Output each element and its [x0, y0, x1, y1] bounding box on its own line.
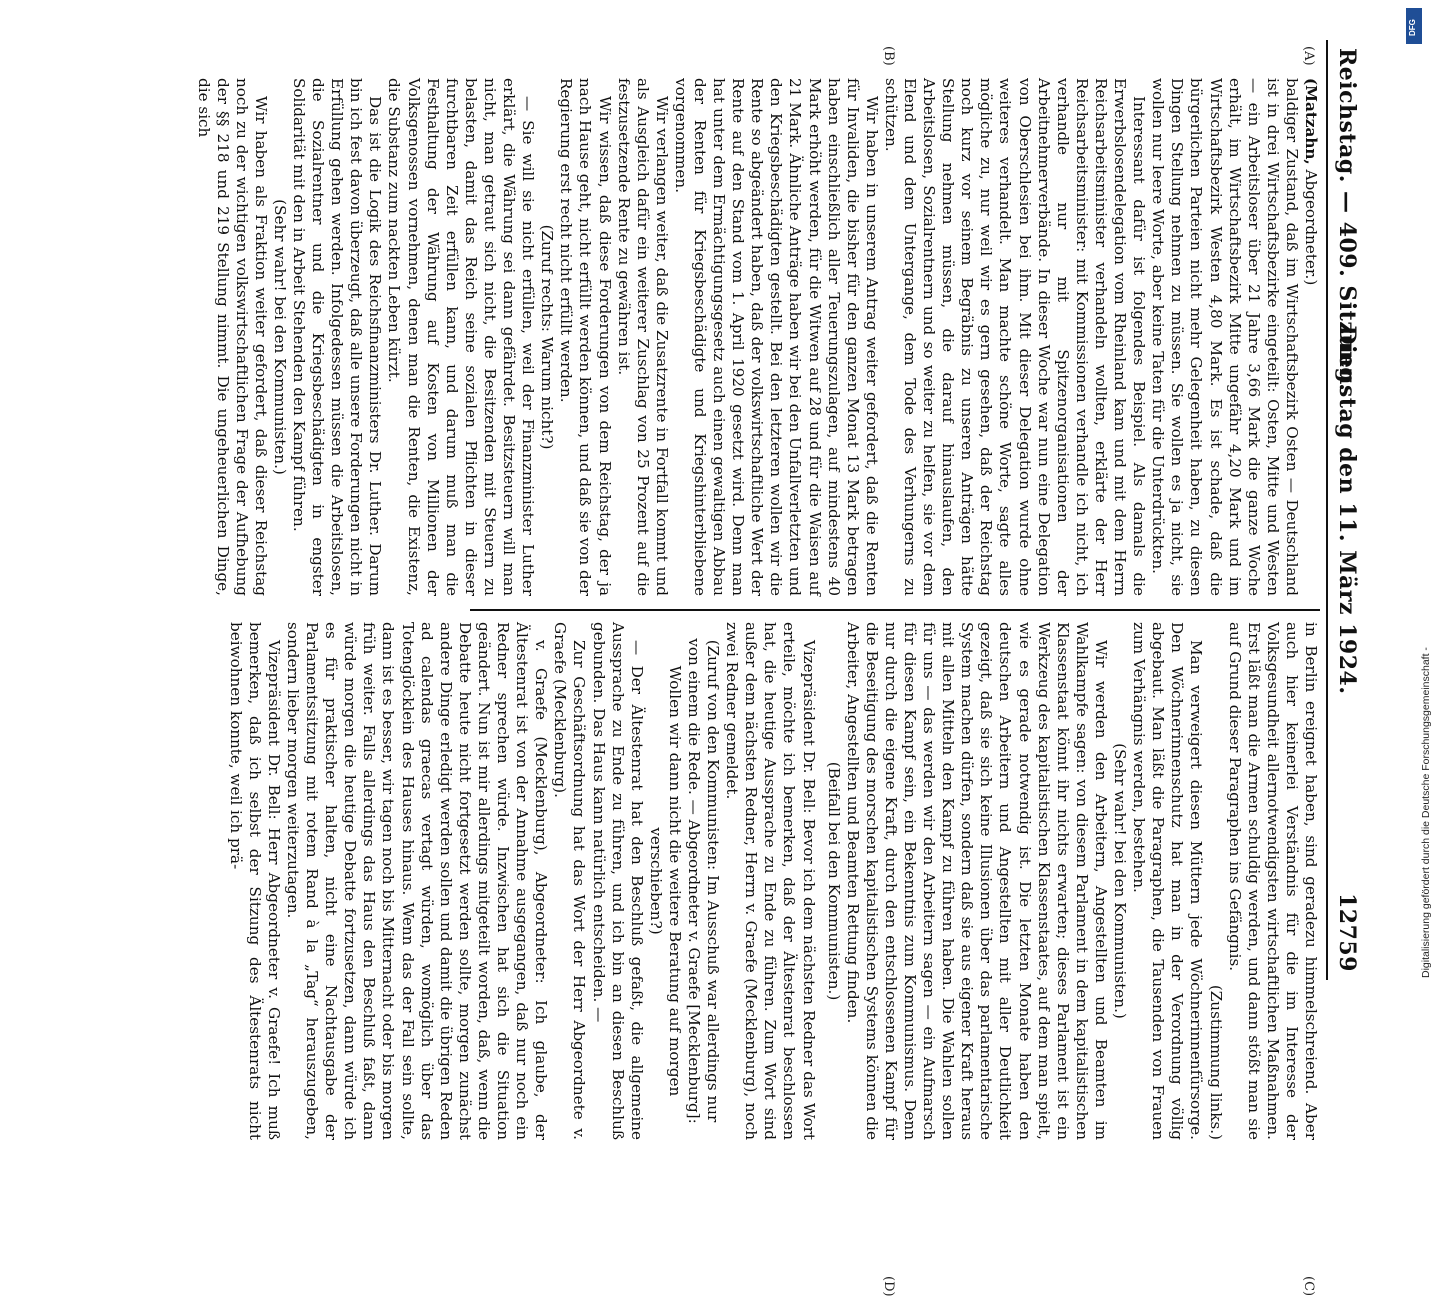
credit-text: Digitalisierung gefördert durch die Deutsche Forschungsgemeinschaft -: [1420, 647, 1432, 978]
interjection: (Beifall bei den Kommunisten.): [824, 761, 843, 1001]
paragraph: Wir haben in unserem Antrag weiter gefordert, daß die Renten für Invaliden, die bisher für den ganzen Monat 13 Mark betragen haben einschließlich aller Teuerungszulagen, auf mindestens 40 Mark erhöht werden, für die Witwen auf 28 und für die Waisen auf 21 Mark. Ähnliche Anträge haben wir bei den Unfallverletzten und den Kriegsbeschädigten gestellt. Bei den letzteren wollen wir die Rente so abgeändert haben, daß der volkswirtschaftliche Wert der Rente auf den Stand vom 1. April 1920 gesetzt wird. Denn man hat unter dem Ermächtigungsgesetz auch einen gewaltigen Abbau der Renten für Kriegsbeschädigte und Kriegshinterbliebene vorgenommen.: [671, 78, 881, 596]
paragraph: Zur Geschäftsordnung hat das Wort der Herr Abgeordnete v. Graefe (Mecklenburg).: [551, 622, 589, 1140]
digitization-credit: [1400, 8, 1432, 992]
speaker-name: (Matzahn,: [1302, 78, 1320, 165]
header-rule: [1326, 40, 1328, 980]
rotated-scan-page: [96, 40, 1366, 1297]
margin-letter-c: (C): [1301, 1276, 1316, 1297]
dfg-logo-text: DFG: [1408, 19, 1417, 36]
margin-letter-d: (D): [881, 1276, 896, 1297]
speaker-continuation-head: [1301, 78, 1320, 596]
section-gap: [818, 622, 824, 1140]
paragraph: Wir werden den Arbeitern, Angestellten und Beamten im Wahlkampfe sagen: von diesem Parlament in dem kapitalistischen Klassenstaat könnt ihr nichts erwarten; dieses Parlament ist ein Werkzeug des kapitalistischen Klassenstaates, auf dem man spielt, wie es gerade notwendig ist. Die letzten Monate haben den deutschen Arbeitern und Angestellten mit aller Deutlichkeit gezeigt, daß sie sich keine Illusionen über das parlamentarische System machen dürfen, sondern daß sie aus eigener Kraft heraus mit allen Mitteln den Kampf zu führen haben. Die Wahlen sollen für uns — das werden wir den Arbeitern sagen — ein Aufmarsch für diesen Kampf sein, ein Bekenntnis zum Kommunismus. Denn nur durch die eigene Kraft, durch den entschlossenen Kampf für die Beseitigung des morschen kapitalistischen Systems können die Arbeiter, Angestellten und Beamten Rettung finden.: [843, 622, 1110, 1140]
header-session: Reichstag. — 409. Sitzung.: [1334, 48, 1360, 392]
interjection: (Zustimmung links.): [1206, 984, 1225, 1140]
paragraph: Man verweigert diesen Müttern jede Wöchnerinnenfürsorge. Den Wöchnerinnenschutz hat man in der Verordnung völlig abgebaut. Man läßt die Paragraphen, die Tausenden von Frauen zum Verhängnis werden, bestehen.: [1130, 622, 1206, 1140]
running-head: [1332, 48, 1362, 972]
paragraph: Vizepräsident Dr. Bell: Herr Abgeordneter v. Graefe! Ich muß bemerken, daß ich selbst der Sitzung des Ältestenrats nicht beiwohnen konnte, weil ich prä-: [226, 622, 283, 1140]
paragraph: Wir wissen, daß diese Forderungen von dem Reichstag, der ja nach Hause geht, nicht erfüllt werden können, und daß sie von der Regierung erst recht nicht erfüllt werden.: [557, 78, 614, 596]
paragraph: v. Graefe (Mecklenburg), Abgeordneter: Ich glaube, der Ältestenrat ist von der Annahme ausgegangen, daß nur noch ein Redner sprechen würde. Inzwischen hat sich die Situation geändert. Nun ist mir allerdings mitgeteilt worden, daß, wenn die Debatte heute nicht fortgesetzt werden sollte, morgen zunächst andere Dinge erledigt werden sollen und damit die übrigen Reden ad calendas graecas vertagt würden, womöglich über das Totenglöcklein des Hauses hinaus. Wenn das der Fall sein sollte, dann ist es besser, wir tagen noch bis Mitternacht oder bis morgen früh weiter. Falls allerdings das Haus den Beschluß faßt, dann würde morgen die heutige Debatte fortzusetzen, dann würde ich es für praktischer halten, nicht eine Nachtausgabe der Parlamentssitzung mit rotem Rand à la „Tag“ herauszugeben, sondern lieber morgen weiterzutagen.: [284, 622, 551, 1140]
margin-letter-a: (A): [1301, 46, 1316, 66]
speaker-role: Abgeordneter.): [1302, 169, 1320, 286]
paragraph: Interessant dafür ist folgendes Beispiel. Als damals die Erwerbslosendelegation vom Rheinland kam und mit dem Herrn Reichsarbeitsminister verhandeln wollten, erklärte der Herr Reichsarbeitsminister: mit Kommissionen verhandle ich nicht, ich verhandle nur mit Spitzenorganisationen der Arbeitnehmerverbände. In dieser Woche war nun eine Delegation von Oberschlesien bei ihm. Mit dieser Delegation wurde ohne weiteres verhandelt. Man machte schöne Worte, sagte alles mögliche zu, nur weil wir es gern gesehen, daß der Reichstag noch kurz vor seinem Begräbnis zu unseren Anträgen hätte Stellung nehmen müssen, die darauf hinauslaufen, den Arbeitslosen, Sozialrentnern und so weiter zu helfen, sie vor dem Elend und dem Untergange, dem Tode des Verhungerns zu schützen.: [881, 78, 1149, 596]
paragraph: in Berlin ereignet haben, sind geradezu himmelschreiend. Aber auch hier keinerlei Verständnis für die im Interesse der Volksgesundheit allernotwendigsten wirtschaftlichen Maßnahmen. Erst läßt man die Armen schuldig werden, und dann stößt man sie auf Grund dieser Paragraphen ins Gefängnis.: [1225, 622, 1320, 1140]
interjection: (Zuruf rechts: Warum nicht?): [538, 224, 557, 450]
page-number: 12759: [1334, 892, 1360, 972]
margin-letter-b: (B): [881, 46, 896, 66]
left-column: [194, 78, 1320, 596]
interjection: (Sehr wahr! bei den Kommunisten.): [1111, 743, 1130, 1019]
paragraph: baldiger Zustand, daß im Wirtschaftsbezirk Osten — Deutschland ist in drei Wirtschaftsbezirke eingeteilt: Osten, Mitte und Westen — ein Arbeitsloser über 21 Jahre 3,66 Mark die ganze Woche erhält, im Wirtschaftsbezirk Mitte ungefähr 4,20 Mark und im Wirtschaftsbezirk Westen 4,80 Mark. Es ist schade, daß die bürgerlichen Parteien nicht mehr Gelegenheit haben, zu diesen Dingen Stellung nehmen zu müssen. Sie wollen es ja nicht, sie wollen nur leere Worte, aber keine Taten für die Unterdrückten.: [1149, 78, 1301, 596]
paragraph: Wir verlangen weiter, daß die Zusatzrente in Fortfall kommt und als Ausgleich dafür ein weiterer Zuschlag von 25 Prozent auf die festzusetzende Rente zu gewähren ist.: [614, 78, 671, 596]
paragraph: — Sie will sie nicht erfüllen, weil der Finanzminister Luther erklärt, die Währung sei dann gefährdet. Besitzsteuern will man nicht, man getraut sich nicht, die Besitzenden mit Steuern zu belasten, damit das Reich seine sozialen Pflichten in dieser furchtbaren Zeit erfüllen kann, und darum muß man die Festhaltung der Währung auf Kosten von Millionen der Volksgenossen vornehmen, denen man die Renten, die Existenz, die Substanz zum nackten Leben kürzt.: [385, 78, 538, 596]
paragraph: Vizepräsident Dr. Bell: Bevor ich dem nächsten Redner das Wort erteile, möchte ich bemerken, daß der Ältestenrat beschlossen hat, die heutige Aussprache zu Ende zu führen. Zum Wort sind außer dem nächsten Redner, Herrn v. Graefe (Mecklenburg), noch zwei Redner gemeldet.: [723, 622, 818, 1140]
paragraph: — Der Ältestenrat hat den Beschluß gefaßt, die allgemeine Aussprache zu Ende zu führen, und ich bin an diesen Beschluß gebunden. Das Haus kann natürlich entscheiden. —: [589, 622, 646, 1140]
interjection: (Sehr wahr! bei den Kommunisten.): [270, 199, 289, 475]
paragraph: Wir haben als Fraktion weiter gefordert, daß dieser Reichstag noch zu der wichtigen volkswirtschaftlichen Frage der Aufhebung der §§ 218 und 219 Stellung nimmt. Die ungeheuerlichen Dinge, die sich: [194, 78, 270, 596]
paragraph: Das ist die Logik des Reichsfinanzministers Dr. Luther. Darum bin ich fest davon überzeugt, daß alle unsere Forderungen nicht in Erfüllung gehen werden. Infolgedessen müssen die Arbeitslosen, die Sozialrentner und die Kriegsbeschädigten in engster Solidarität mit den in Arbeit Stehenden den Kampf führen.: [290, 78, 385, 596]
header-date: Dienstag den 11. März 1924.: [1334, 325, 1360, 695]
interjection: (Zuruf von den Kommunisten: Im Ausschuß war allerdings nur von einem die Rede. — Abgeordneter v. Graefe [Mecklenburg]: Wollen wir dann nicht die weitere Beratung auf morgen verschieben?): [646, 638, 723, 1124]
column-divider: [470, 609, 1320, 611]
right-column: [226, 622, 1320, 1140]
